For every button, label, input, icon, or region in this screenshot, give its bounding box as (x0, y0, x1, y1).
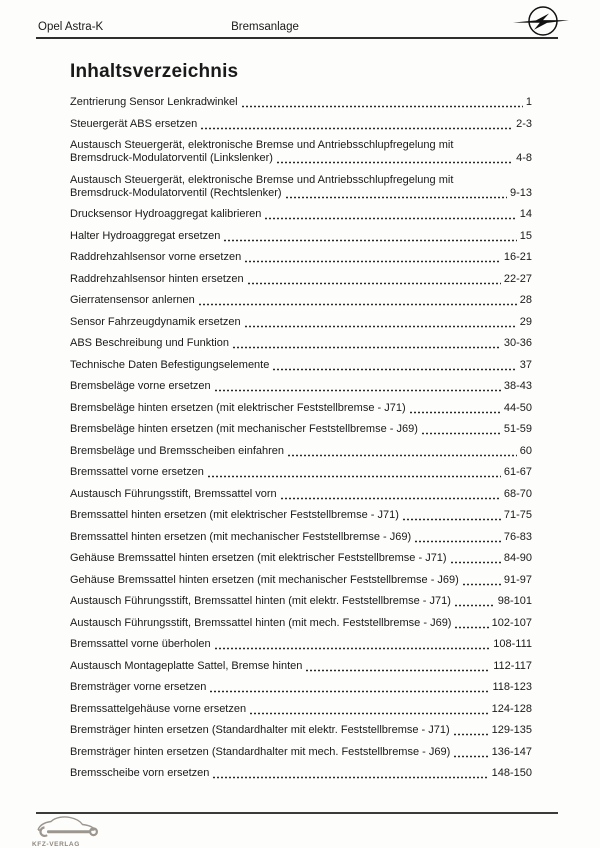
dot-leader (223, 239, 516, 242)
toc-entry-title: Gierratensensor anlernen (70, 294, 195, 306)
toc-entry-pages: 60 (519, 444, 532, 457)
toc-entry-title-line: Austausch Steuergerät, elektronische Bremse und Antriebsschlupfregelung mit (70, 173, 454, 186)
toc-entry-title: Austausch Führungsstift, Bremssattel vorn (70, 487, 277, 500)
toc-entry-title: Bremsträger hinten ersetzen (Standardhalter mit mech. Feststellbremse - J69) (70, 745, 451, 758)
header-model-label: Opel Astra-K (38, 21, 104, 33)
toc-entry-pages: 38-43 (503, 380, 532, 392)
dot-leader (280, 497, 501, 500)
dot-leader (264, 217, 516, 220)
kfz-verlag-label: KFZ-VERLAG (32, 841, 80, 848)
dot-leader (200, 127, 513, 130)
dot-leader (285, 196, 507, 199)
dot-leader (450, 561, 501, 564)
dot-leader (272, 368, 516, 371)
toc-entry-title: Bremsbeläge und Bremsscheiben einfahren (70, 444, 285, 457)
toc-entry (70, 294, 532, 307)
toc-entry (70, 423, 532, 436)
toc-entry (70, 337, 532, 350)
toc-entry (70, 316, 532, 329)
toc-entry-pages: 61-67 (503, 466, 532, 478)
toc-entry-title: Bremsbeläge hinten ersetzen (mit elektrischer Feststellbremse - J71) (70, 401, 406, 414)
toc-entry (70, 617, 532, 630)
toc-entry-pages: 76-83 (503, 530, 532, 543)
dot-leader (454, 604, 495, 607)
toc-entry-title: Bremsscheibe vorn ersetzen (70, 767, 210, 779)
toc-entry-pages: 124-128 (491, 702, 532, 715)
toc-entry-pages: 148-150 (491, 767, 532, 779)
dot-leader (454, 626, 488, 629)
toc-entry-title: Gehäuse Bremssattel hinten ersetzen (mit mechanischer Feststellbremse - J69) (70, 573, 459, 586)
toc-entry-title: Austausch Führungsstift, Bremssattel hinten (mit mech. Feststellbremse - J69) (70, 616, 452, 629)
toc-entry-pages: 108-111 (493, 638, 532, 650)
toc-entry-pages: 118-123 (492, 681, 532, 693)
dot-leader (462, 583, 501, 586)
toc-entry (70, 466, 532, 479)
dot-leader (207, 475, 501, 478)
toc-entry (70, 724, 532, 737)
toc-entry (70, 174, 532, 200)
car-wrench-icon (32, 814, 106, 840)
toc-entry-title: Technische Daten Befestigungselemente (70, 358, 270, 371)
toc-entry-title: Bremsbeläge vorne ersetzen (70, 380, 211, 392)
toc-entry-pages: 28 (519, 294, 532, 306)
toc-entry-pages: 22-27 (503, 272, 532, 285)
toc-entry-title: ABS Beschreibung und Funktion (70, 337, 229, 349)
dot-leader (276, 161, 513, 164)
toc-entry (70, 273, 532, 286)
dot-leader (453, 733, 489, 736)
opel-blitz-logo-icon (512, 4, 570, 39)
toc-entry-title: Bremssattel hinten ersetzen (mit elektrischer Feststellbremse - J71) (70, 509, 399, 521)
dot-leader (421, 432, 501, 435)
dot-leader (209, 690, 489, 693)
toc-entry-pages: 30-36 (503, 337, 532, 349)
toc-entry (70, 118, 532, 131)
toc-entry-title: Bremsdruck-Modulatorventil (Rechtslenker) (70, 186, 282, 199)
toc-list (70, 96, 532, 789)
toc-entry (70, 681, 532, 694)
dot-leader (453, 755, 488, 758)
toc-entry-title: Bremssattelgehäuse vorne ersetzen (70, 702, 247, 715)
dot-leader (212, 776, 488, 779)
toc-entry (70, 380, 532, 393)
toc-entry (70, 767, 532, 780)
toc-entry-pages: 2-3 (516, 117, 532, 130)
toc-entry-pages: 102-107 (491, 616, 532, 629)
toc-entry (70, 638, 532, 651)
dot-leader (232, 346, 501, 349)
dot-leader (414, 540, 501, 543)
toc-entry-pages: 84-90 (503, 552, 532, 564)
toc-entry-pages: 29 (519, 315, 532, 328)
toc-entry-title: Gehäuse Bremssattel hinten ersetzen (mit elektrischer Feststellbremse - J71) (70, 552, 447, 564)
dot-leader (244, 260, 501, 263)
toc-entry (70, 230, 532, 243)
toc-entry-pages: 68-70 (503, 487, 532, 500)
toc-entry-pages: 129-135 (491, 724, 532, 736)
header-divider (36, 37, 558, 39)
toc-entry-pages: 37 (519, 358, 532, 371)
dot-leader (409, 411, 501, 414)
toc-entry-title: Austausch Montageplatte Sattel, Bremse hinten (70, 659, 303, 672)
toc-entry-pages: 91-97 (503, 573, 532, 586)
toc-entry (70, 139, 532, 165)
dot-leader (305, 669, 490, 672)
dot-leader (287, 454, 517, 457)
toc-entry (70, 96, 532, 109)
toc-entry (70, 445, 532, 458)
toc-entry (70, 251, 532, 264)
toc-entry (70, 208, 532, 221)
toc-entry-title: Bremssattel hinten ersetzen (mit mechanischer Feststellbremse - J69) (70, 530, 412, 543)
dot-leader (214, 389, 501, 392)
toc-entry (70, 703, 532, 716)
toc-entry-title: Sensor Fahrzeugdynamik ersetzen (70, 315, 241, 328)
toc-entry-title: Raddrehzahlsensor hinten ersetzen (70, 272, 244, 285)
toc-entry (70, 359, 532, 372)
toc-entry (70, 574, 532, 587)
dot-leader (214, 647, 491, 650)
toc-entry-pages: 112-117 (493, 659, 532, 672)
footer-divider (36, 812, 558, 814)
toc-entry (70, 552, 532, 565)
dot-leader (247, 282, 501, 285)
toc-entry (70, 746, 532, 759)
toc-entry-title: Bremssattel vorne ersetzen (70, 466, 204, 478)
toc-entry (70, 531, 532, 544)
toc-entry-title: Halter Hydroaggregat ersetzen (70, 229, 221, 242)
toc-entry-pages: 136-147 (491, 745, 532, 758)
toc-entry-title: Raddrehzahlsensor vorne ersetzen (70, 251, 242, 263)
toc-entry-title: Bremsdruck-Modulatorventil (Linkslenker) (70, 152, 273, 164)
toc-entry-pages: 71-75 (503, 509, 532, 521)
toc-entry-title-line: Austausch Steuergerät, elektronische Bremse und Antriebsschlupfregelung mit (70, 139, 454, 151)
dot-leader (244, 325, 517, 328)
toc-entry (70, 402, 532, 415)
toc-entry-title: Bremsträger vorne ersetzen (70, 681, 207, 693)
dot-leader (249, 712, 489, 715)
toc-entry-pages: 9-13 (509, 186, 532, 199)
kfz-verlag-logo (32, 814, 106, 848)
toc-entry (70, 509, 532, 522)
toc-entry-title: Bremsträger hinten ersetzen (Standardhalter mit elektr. Feststellbremse - J71) (70, 724, 450, 736)
toc-entry-title: Steuergerät ABS ersetzen (70, 117, 198, 130)
toc-entry-pages: 4-8 (516, 152, 532, 164)
toc-entry (70, 660, 532, 673)
toc-entry-pages: 1 (525, 96, 532, 108)
toc-entry-pages: 16-21 (503, 251, 532, 263)
dot-leader (402, 518, 501, 521)
dot-leader (198, 303, 517, 306)
toc-entry-title: Austausch Führungsstift, Bremssattel hinten (mit elektr. Feststellbremse - J71) (70, 595, 451, 607)
toc-entry-pages: 51-59 (503, 423, 532, 435)
toc-entry-pages: 15 (519, 229, 532, 242)
toc-entry-pages: 44-50 (503, 401, 532, 414)
toc-entry-title: Zentrierung Sensor Lenkradwinkel (70, 96, 238, 108)
toc-entry-title: Drucksensor Hydroaggregat kalibrieren (70, 208, 262, 220)
toc-entry (70, 488, 532, 501)
toc-entry-pages: 14 (519, 208, 532, 220)
toc-entry (70, 595, 532, 608)
toc-entry-title: Bremssattel vorne überholen (70, 638, 211, 650)
toc-entry-pages: 98-101 (497, 595, 532, 607)
header-section-label: Bremsanlage (231, 21, 299, 33)
toc-entry-title: Bremsbeläge hinten ersetzen (mit mechanischer Feststellbremse - J69) (70, 423, 418, 435)
dot-leader (241, 105, 523, 108)
page-title: Inhaltsverzeichnis (70, 61, 239, 82)
